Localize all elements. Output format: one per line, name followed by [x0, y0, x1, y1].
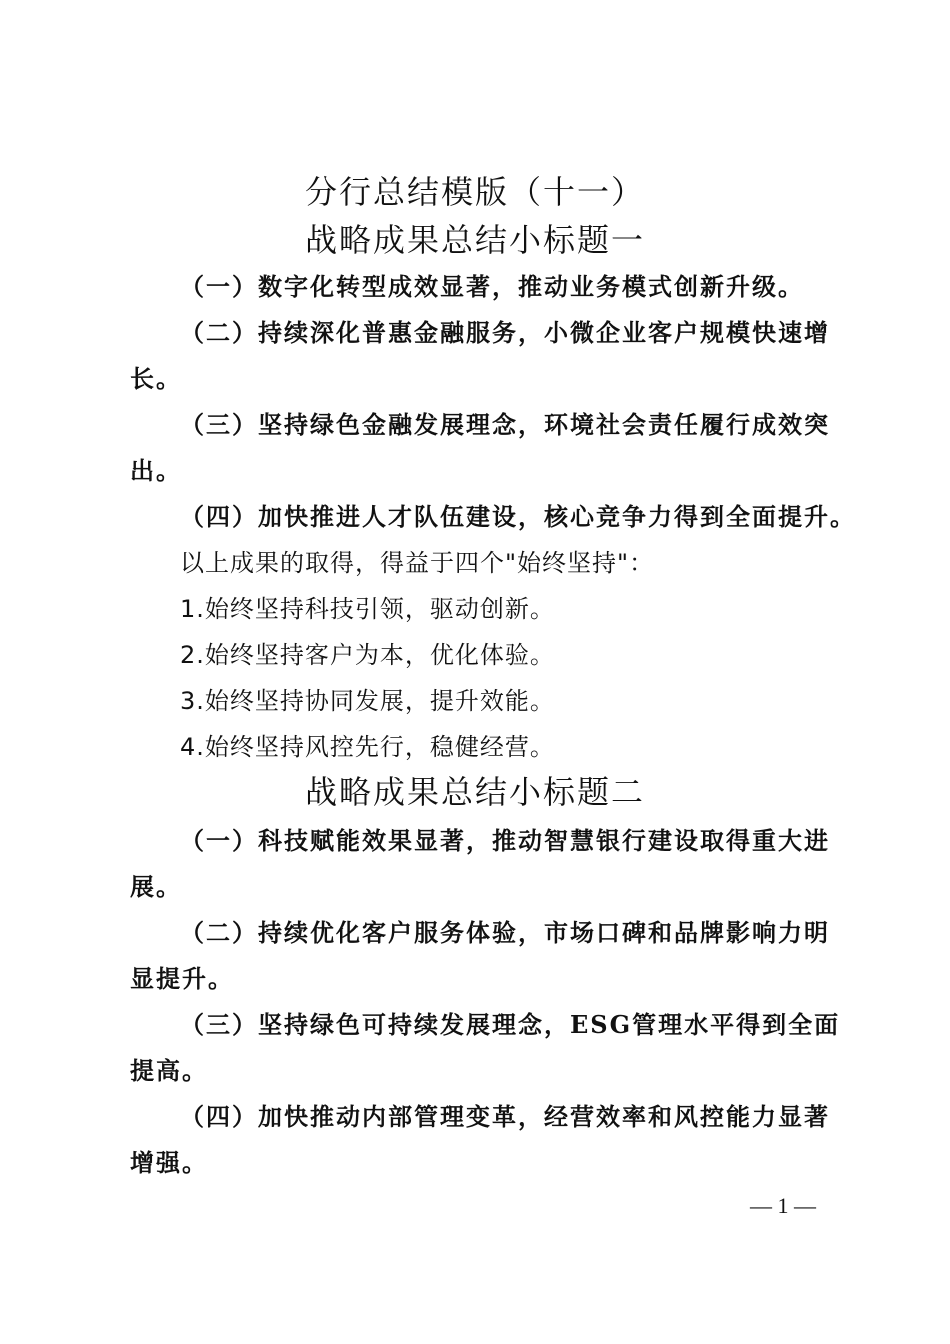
list-item: 2.始终坚持客户为本，优化体验。: [180, 641, 555, 669]
paragraph-2-3-line-2: 提高。: [130, 1056, 208, 1085]
paragraph-2-1-line-2: 展。: [130, 872, 182, 901]
paragraph-1-2-line-1: （二）持续深化普惠金融服务，小微企业客户规模快速增: [180, 318, 830, 347]
document-title: 分行总结模版（十一）: [304, 173, 645, 211]
paragraph-1-2-line-2: 长。: [130, 364, 182, 393]
paragraph-2-1-line-1: （一）科技赋能效果显著，推动智慧银行建设取得重大进: [180, 826, 830, 855]
list-item: 1.始终坚持科技引领，驱动创新。: [180, 595, 555, 623]
intro-text: 以上成果的取得，得益于四个"始终坚持"：: [180, 549, 655, 577]
page-number: — 1 —: [750, 1193, 816, 1218]
paragraph-1-1: （一）数字化转型成效显著，推动业务模式创新升级。: [180, 272, 804, 301]
paragraph-2-4-line-2: 增强。: [130, 1148, 208, 1177]
paragraph-2-3-line-1: （三）坚持绿色可持续发展理念，ESG管理水平得到全面: [180, 1010, 841, 1039]
paragraph-2-4-line-1: （四）加快推动内部管理变革，经营效率和风控能力显著: [180, 1102, 830, 1131]
paragraph-1-4: （四）加快推进人才队伍建设，核心竞争力得到全面提升。: [180, 502, 856, 531]
paragraph-1-3-line-2: 出。: [130, 456, 182, 485]
section-heading-2: 战略成果总结小标题二: [304, 773, 645, 811]
list-item: 3.始终坚持协同发展，提升效能。: [180, 687, 555, 715]
paragraph-2-2-line-1: （二）持续优化客户服务体验，市场口碑和品牌影响力明: [180, 918, 830, 947]
paragraph-2-2-line-2: 显提升。: [130, 964, 234, 993]
list-item: 4.始终坚持风控先行，稳健经营。: [180, 733, 555, 761]
paragraph-1-3-line-1: （三）坚持绿色金融发展理念，环境社会责任履行成效突: [180, 410, 830, 439]
section-heading-1: 战略成果总结小标题一: [304, 221, 645, 259]
